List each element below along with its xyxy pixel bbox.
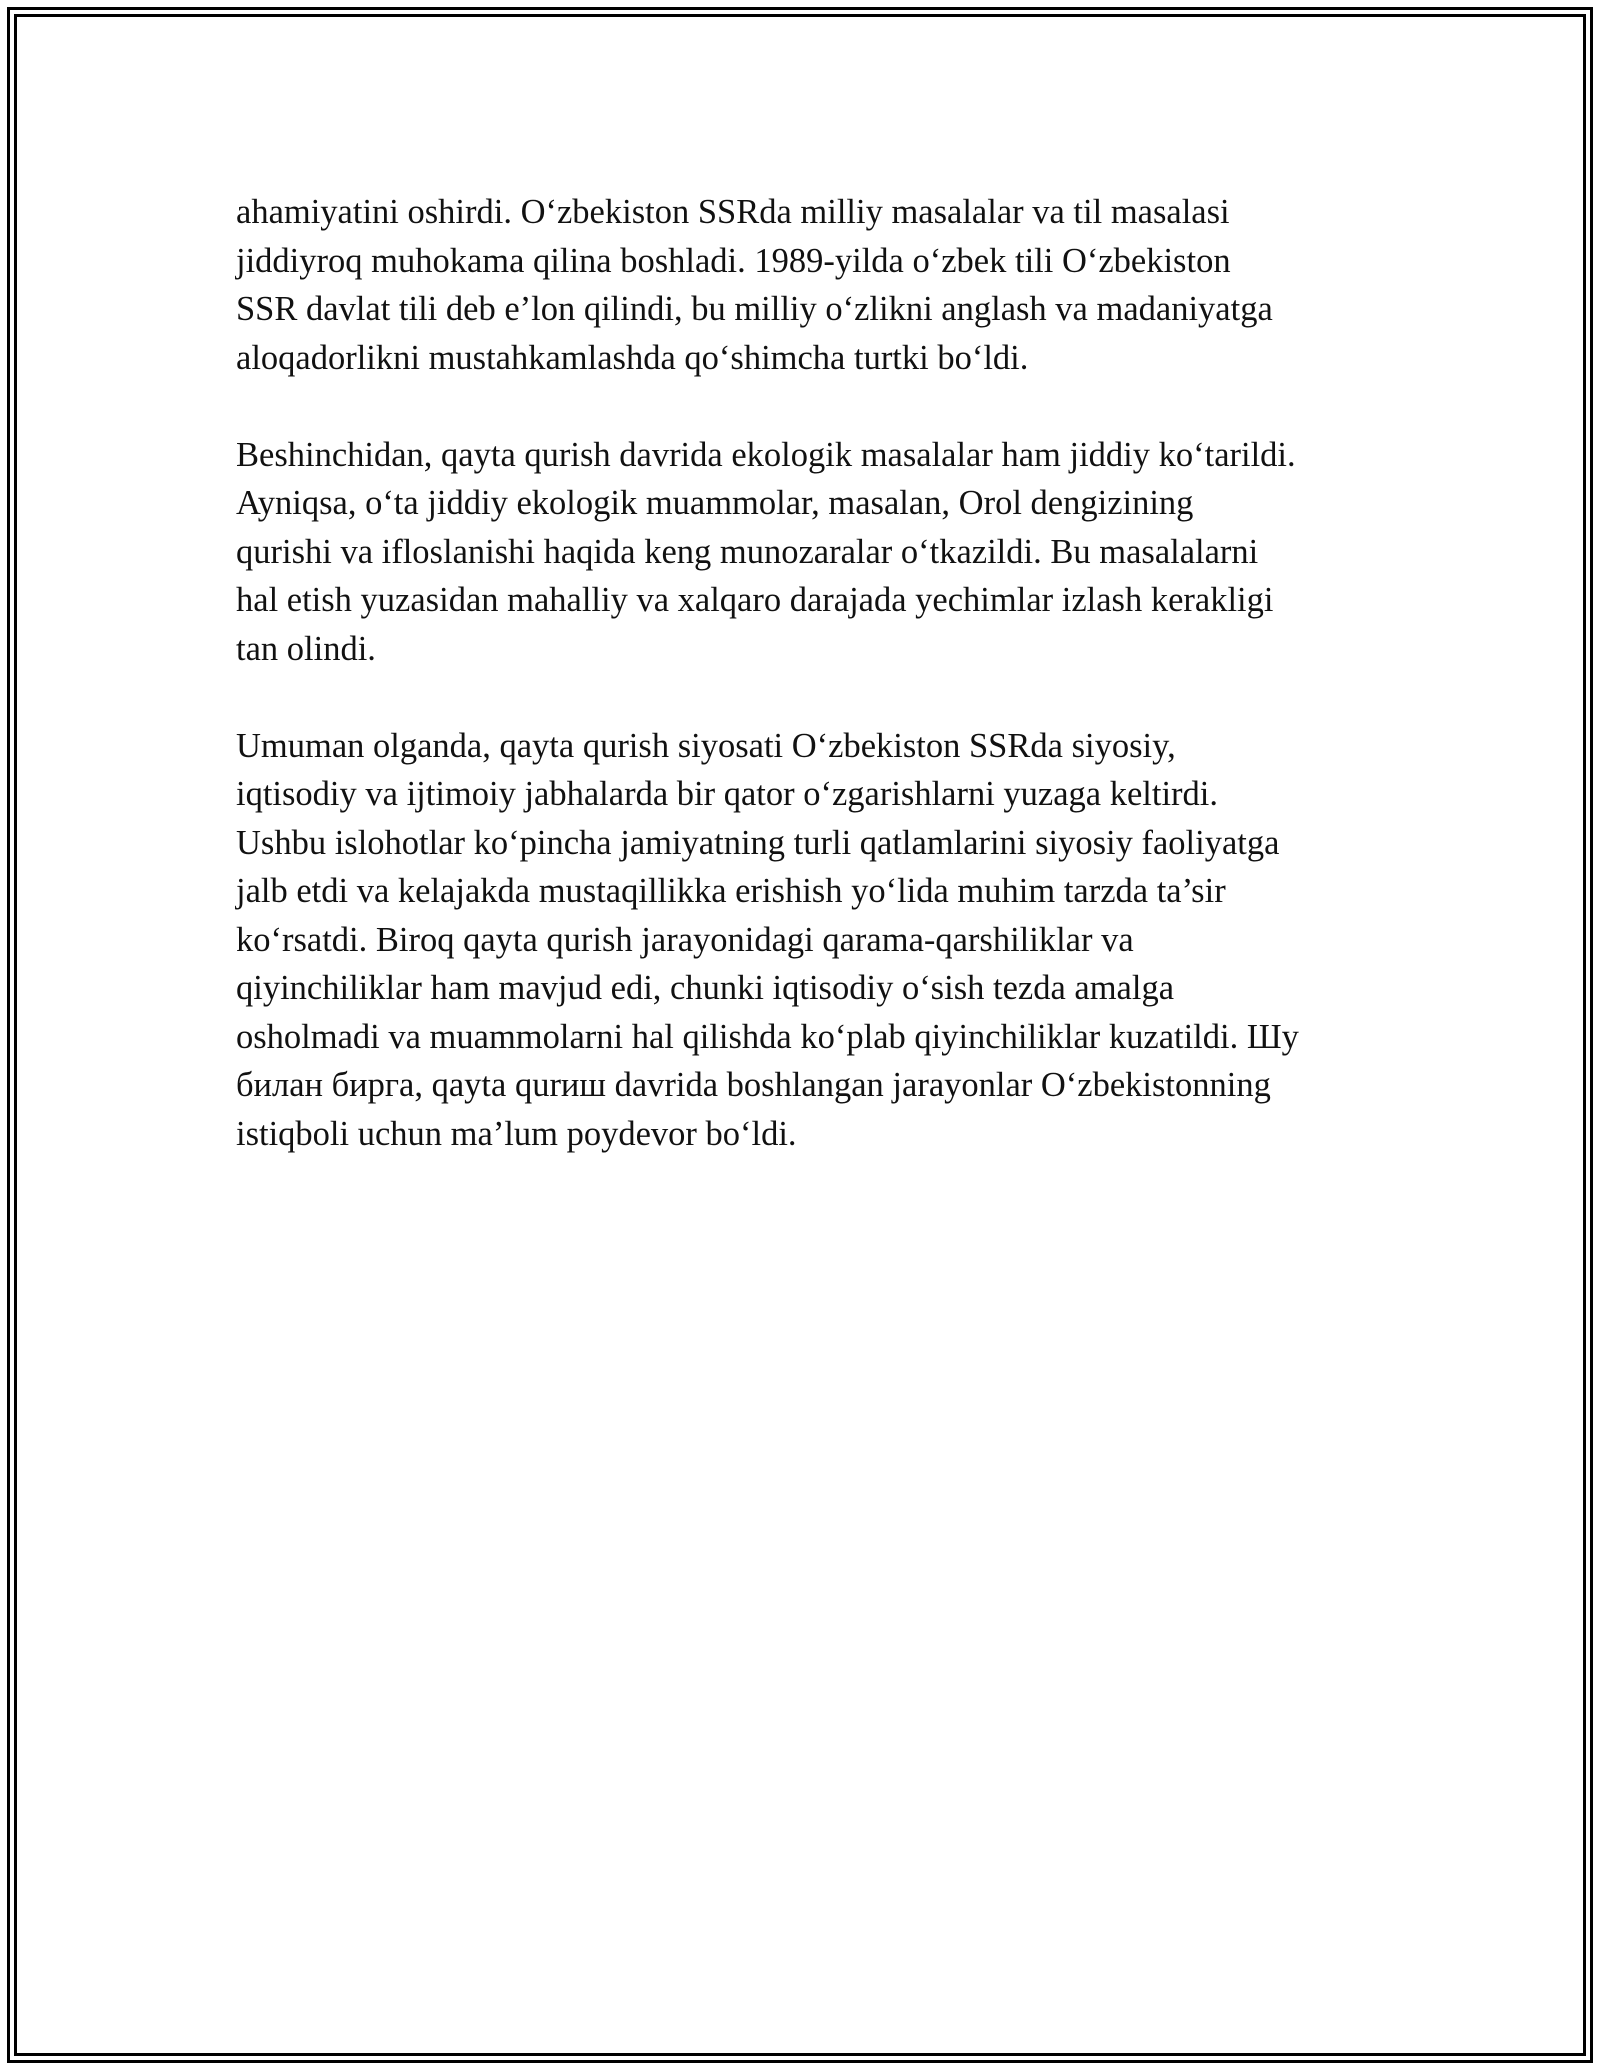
document-body — [236, 188, 1376, 1207]
text-line: ko‘rsatdi. Biroq qayta qurish jarayonidagi qarama-qarshiliklar va — [236, 920, 1134, 959]
text-line: Beshinchidan, qayta qurish davrida ekologik masalalar ham jiddiy ko‘tarildi. — [236, 435, 1296, 474]
text-line: qurishi va ifloslanishi haqida keng munozaralar o‘tkazildi. Bu masalalarni — [236, 532, 1259, 571]
text-line: SSR davlat tili deb e’lon qilindi, bu milliy o‘zlikni anglash va madaniyatga — [236, 290, 1273, 328]
paragraph-3 — [236, 722, 1376, 1159]
text-line: qiyinchiliklar ham mavjud edi, chunki iqtisodiy o‘sish tezda amalga — [236, 969, 1175, 1007]
text-line: Umuman olganda, qayta qurish siyosati O‘zbekiston SSRda siyosiy, — [236, 726, 1176, 765]
text-line: tan olindi. — [236, 629, 376, 668]
text-line: билан бирга, qayta qurиш davrida boshlangan jarayonlar O‘zbekistonning — [236, 1066, 1271, 1104]
text-line: hal etish yuzasidan mahalliy va xalqaro darajada yechimlar izlash kerakligi — [236, 581, 1274, 619]
paragraph-1 — [236, 188, 1376, 382]
text-line: iqtisodiy va ijtimoiy jabhalarda bir qator o‘zgarishlarni yuzaga keltirdi. — [236, 775, 1219, 813]
text-line: Ushbu islohotlar ko‘pincha jamiyatning turli qatlamlarini siyosiy faoliyatga — [236, 823, 1280, 862]
text-line: istiqboli uchun ma’lum poydevor bo‘ldi. — [236, 1114, 797, 1153]
text-line: ahamiyatini oshirdi. O‘zbekiston SSRda milliy masalalar va til masalasi — [236, 193, 1230, 231]
text-line: osholmadi va muammolarni hal qilishda ko‘plab qiyinchiliklar kuzatildi. Шу — [236, 1017, 1299, 1056]
text-line: jiddiyroq muhokama qilina boshladi. 1989-yilda o‘zbek tili O‘zbekiston — [236, 241, 1231, 280]
text-line: aloqadorlikni mustahkamlashda qo‘shimcha turtki bo‘ldi. — [236, 338, 1029, 377]
paragraph-2 — [236, 431, 1376, 674]
text-line: Ayniqsa, o‘ta jiddiy ekologik muammolar, masalan, Orol dengizining — [236, 484, 1194, 522]
text-line: jalb etdi va kelajakda mustaqillikka erishish yo‘lida muhim tarzda ta’sir — [236, 872, 1226, 910]
